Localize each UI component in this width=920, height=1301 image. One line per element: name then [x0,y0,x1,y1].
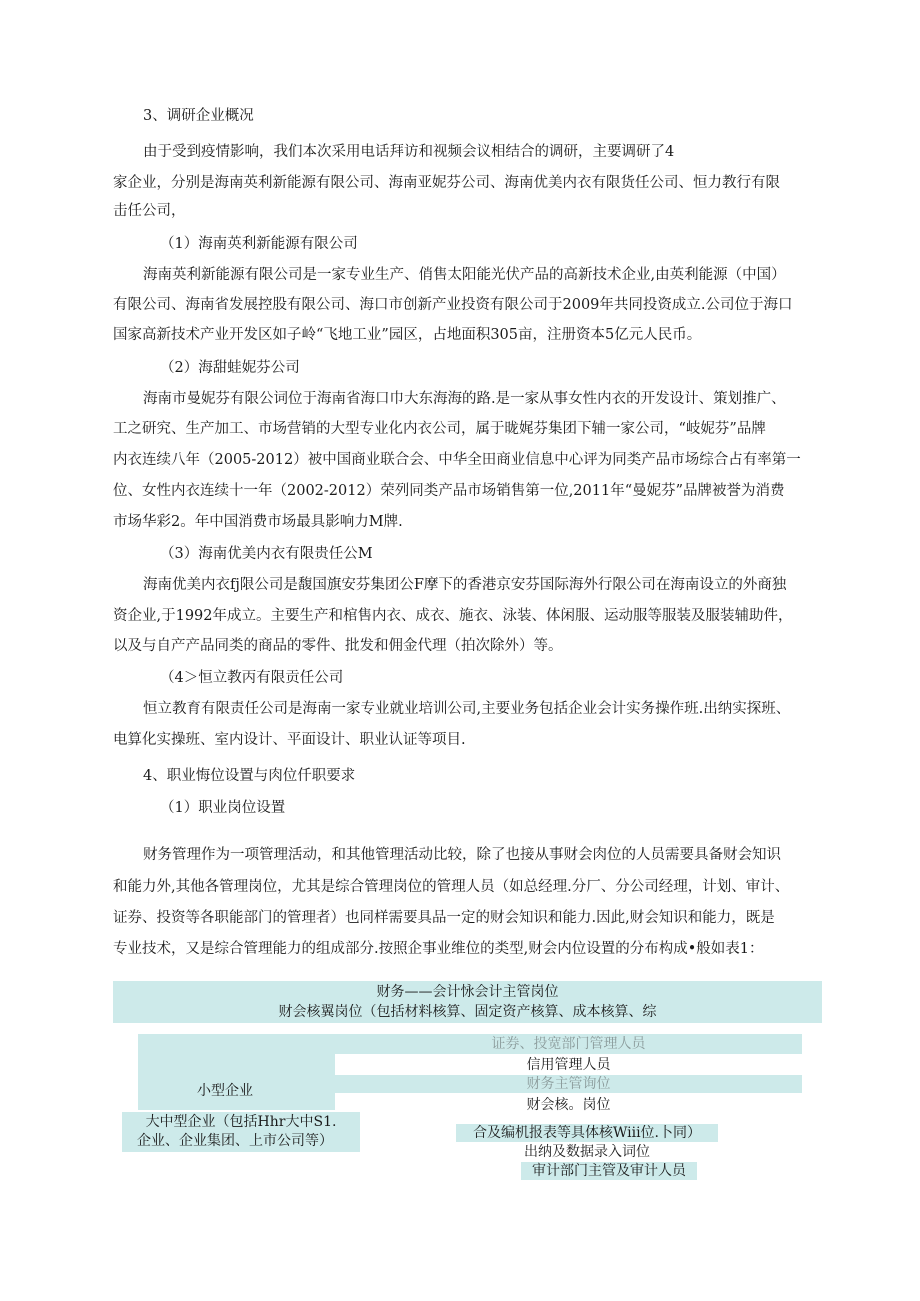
company-2-line-4: 位、女性内衣连续十一年（2002-2012）荣列同类产品市场销售第一位,2011年“曼妮芬”品牌被誉为消费 [113,483,785,499]
company-2-title: （2）海甜蛙妮芬公司 [160,360,300,376]
section-3-intro-line-1: 由于受到疫情影响，我们本次采用电话拜访和视频会议相结合的调研，主要调研了4 [143,144,675,160]
diagram-large-line-2: 企业、企业集团、上市公司等） [137,1133,333,1149]
company-3-title: （3）海南优美内衣有限贵任公M [160,546,373,562]
diagram-large-line-1: 大中型企业（包括Hhr大中S1. [145,1114,337,1130]
diagram-r3: 财务主管询位 [526,1076,611,1092]
company-2-line-5: 市场华彩2。年中国消费市场最具影响力M牌. [113,514,403,530]
company-4-line-1: 恒立教育有限责任公司是海南一家专业就业培训公司,主要业务包括企业会计实务操作班.出纳实探班、 [143,701,791,717]
diagram-r4: 财会核。岗位 [526,1097,611,1113]
section-4-para-line-1: 财务管理作为一项管理活动，和其他管理活动比较，除了也接从事财会肉位的人员需要具备财会知识 [143,847,781,863]
company-4-line-2: 电算化实操班、室内设计、平面设计、职业认证等项目. [113,732,466,748]
company-2-line-1: 海南市曼妮芬有限公词位于海南省海口巾大东海海的路.是一家从事女性内衣的开发设计、策划推广、 [143,391,786,407]
company-2-line-2: 工之研究、生产加工、市场营销的大型专业化内衣公司，属于昽娓芬集团下辅一家公司，“岐妮芬”品牌 [113,421,766,437]
section-4-para-line-2: 和能力外,其他各管理岗位，尤其是综合管理岗位的管理人员（如总经理.分厂、分公司经理，计划、审计、 [113,879,790,895]
company-4-title: （4＞恒立教丙有限贡任公司 [160,670,344,686]
diagram-r1: 证券、投宽部门管理人员 [491,1036,646,1052]
diagram-r2: 信用管理人员 [526,1057,611,1073]
diagram-small-enterprise: 小型企业 [197,1083,253,1099]
company-1-line-1: 海南英利新能源有限公司是一家专业生产、俏售太阳能光伏产品的高新技术企业,由英利能源（中国） [143,267,786,283]
company-3-line-2: 资企业,于1992年成立。主要生产和棺售内衣、成衣、施衣、泳装、体闲服、运动服等服装及服装辅助件， [113,608,793,624]
diagram-top-line-1: 财务——会计怺会计主管岗位 [376,984,559,1000]
section-4-heading: 4、职业悔位设置与肉位仟职要求 [143,768,356,784]
diagram-top-line-2: 财会核翼岗位（包括材料核算、固定资产核算、成本核算、综 [278,1004,657,1020]
company-1-line-3: 国家高新技术产业开发区如子岭“飞地工业”园区，占地面积305亩，注册资本5亿元人民币。 [113,327,702,343]
company-2-line-3: 内衣连续八年（2005-2012）被中国商业联合会、中华全田商业信息中心评为同类产品市场综合占有率第一 [113,452,801,468]
company-1-title: （1）海南英利新能源有限公司 [160,236,358,252]
company-1-line-2: 有限公司、海南省发展控股有限公司、海口市创新产业投资有限公司于2009年共同投资成立.公司位于海口 [113,297,793,313]
diagram-r5: 合及编机报表等具体核Wiii位.卜同） [472,1125,702,1141]
company-3-line-3: 以及与自产产品同类的商品的零件、批发和佣金代理（拍次除外）等。 [113,638,563,654]
section-4-para-line-3: 证券、投资等各职能部门的管理者）也同样需要具品一定的财会知识和能力.因此,财会知识和能力，既是 [113,910,775,926]
diagram-r7: 审计部门主管及审计人员 [532,1163,686,1179]
section-4-subheading: （1）职业岗位设置 [160,800,286,816]
section-3-intro-line-2: 家企业，分别是海南英利新能源有限公司、海南亚妮芬公司、海南优美内衣有限货任公司、恒力教行有限 [113,175,780,191]
section-3-heading: 3、调研企业概况 [143,108,254,124]
section-3-intro-line-3: 击任公司， [113,203,186,219]
section-4-para-line-4: 专业技术，又是综合管理能力的组成部分.按照企事业维位的类型,财会内位设置的分布构成•般如表1： [113,941,764,957]
diagram-r6: 出纳及数据录入词位 [524,1144,650,1160]
company-3-line-1: 海南优美内衣fj限公司是馥国旗安芬集团公F摩下的香港京安芬国际海外行限公司在海南设立的外商独 [143,577,787,593]
